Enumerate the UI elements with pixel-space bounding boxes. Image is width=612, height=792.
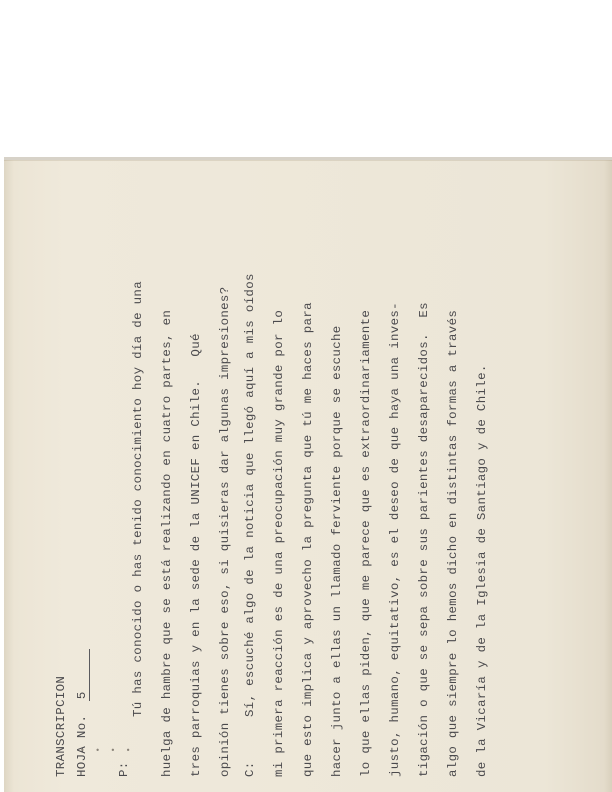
answer-line: algo que siempre lo hemos dicho en distintas formas a través	[446, 309, 460, 777]
answer-line: tigación o que se sepa sobre sus parientes desaparecidos. Es	[417, 302, 431, 777]
answer-line: hacer junto a ellas un llamado ferviente porque se escuche	[330, 325, 344, 777]
sheet-value: 5	[75, 691, 89, 700]
question-line: opinión tienes sobre eso, si quisieras dar algunas impresiones?	[218, 286, 232, 777]
speaker-label-c: C:	[243, 761, 257, 777]
sheet-number	[75, 691, 89, 777]
answer-line: justo, humano, equitativo, es el deseo de que haya una inves-	[388, 302, 402, 777]
question-line: Tú has conocido o has tenido conocimiento hoy día de una	[131, 281, 145, 717]
answer-line: de la Vicaría y de la Iglesia de Santiago y de Chile.	[475, 364, 489, 777]
rotated-transcript	[54, 161, 489, 777]
speaker-label-p: P:	[117, 761, 131, 777]
footer-marks: • • • •	[80, 746, 135, 755]
question-line: huelga de hambre que se está realizando en cuatro partes, en	[160, 309, 174, 777]
document-title: TRANSCRIPCION	[54, 675, 68, 777]
sheet-label: HOJA No.	[75, 714, 89, 777]
question-line: tres parroquias y en la sede de la UNICEF en Chile. Qué	[189, 333, 203, 777]
answer-line: lo que ellas piden, que me parece que es extraordinariamente	[359, 309, 373, 777]
answer-line: Sí, escuché algo de la noticia que llegó aquí a mis oídos	[243, 273, 257, 717]
sheet-number-underline	[89, 649, 90, 701]
answer-line: que esto implica y aprovecho la pregunta que tú me haces para	[301, 302, 315, 777]
answer-line: mi primera reacción es de una preocupación muy grande por lo	[272, 309, 286, 777]
